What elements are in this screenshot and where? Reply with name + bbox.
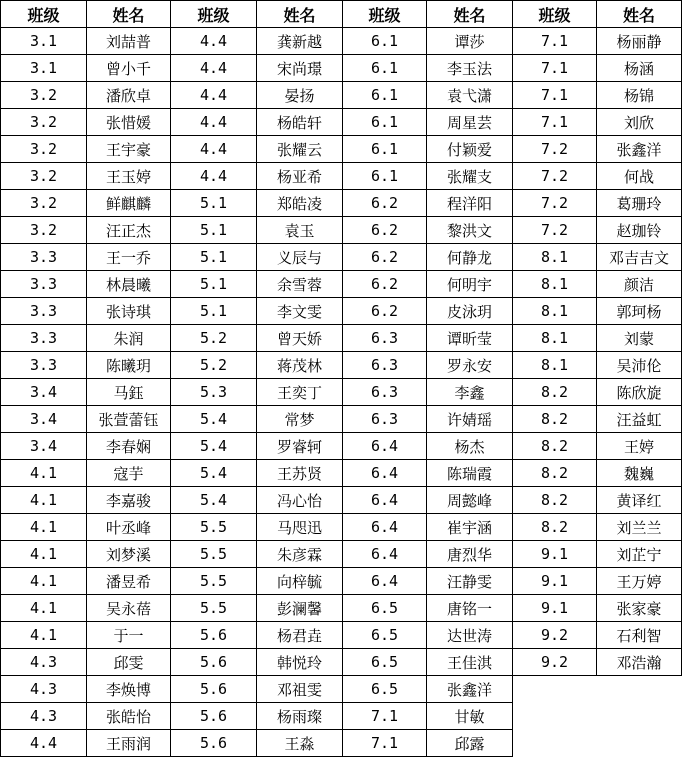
name-cell: 谭昕莹 (427, 325, 513, 352)
name-cell: 许婧瑶 (427, 406, 513, 433)
class-cell: 5.6 (171, 676, 257, 703)
class-cell: 3.4 (1, 406, 87, 433)
class-cell: 3.1 (1, 55, 87, 82)
name-cell: 刘芷宁 (597, 541, 682, 568)
class-cell: 4.4 (171, 28, 257, 55)
class-cell: 3.3 (1, 325, 87, 352)
class-cell: 5.6 (171, 622, 257, 649)
name-cell: 郭珂杨 (597, 298, 682, 325)
empty-cell (597, 703, 682, 730)
class-cell: 5.5 (171, 595, 257, 622)
class-cell: 3.4 (1, 379, 87, 406)
name-cell: 于一 (87, 622, 171, 649)
class-cell: 5.1 (171, 298, 257, 325)
class-cell: 5.4 (171, 433, 257, 460)
name-cell: 葛珊玲 (597, 190, 682, 217)
class-cell: 8.2 (513, 460, 597, 487)
empty-cell (513, 730, 597, 757)
name-cell: 邓祖雯 (257, 676, 343, 703)
class-cell: 3.2 (1, 136, 87, 163)
class-cell: 8.1 (513, 298, 597, 325)
name-cell: 张家豪 (597, 595, 682, 622)
name-cell: 李玉法 (427, 55, 513, 82)
name-cell: 何战 (597, 163, 682, 190)
class-cell: 6.4 (343, 460, 427, 487)
header-class: 班级 (513, 1, 597, 28)
table-row (1, 649, 682, 676)
name-cell: 罗睿轲 (257, 433, 343, 460)
table-row (1, 244, 682, 271)
name-cell: 鲜麒麟 (87, 190, 171, 217)
name-cell: 朱彦霖 (257, 541, 343, 568)
name-cell: 蒋茂林 (257, 352, 343, 379)
table-row (1, 55, 682, 82)
class-cell: 6.1 (343, 163, 427, 190)
name-cell: 甘敏 (427, 703, 513, 730)
class-cell: 4.1 (1, 595, 87, 622)
name-cell: 刘兰兰 (597, 514, 682, 541)
class-cell: 6.5 (343, 622, 427, 649)
name-cell: 李春娴 (87, 433, 171, 460)
table-row (1, 568, 682, 595)
class-cell: 9.1 (513, 568, 597, 595)
class-cell: 6.2 (343, 244, 427, 271)
class-cell: 3.4 (1, 433, 87, 460)
class-cell: 5.5 (171, 568, 257, 595)
class-cell: 6.2 (343, 190, 427, 217)
name-cell: 杨杰 (427, 433, 513, 460)
name-cell: 陈曦玥 (87, 352, 171, 379)
table-row (1, 325, 682, 352)
empty-cell (513, 676, 597, 703)
name-cell: 杨涵 (597, 55, 682, 82)
name-cell: 王苏贤 (257, 460, 343, 487)
name-cell: 彭澜馨 (257, 595, 343, 622)
class-cell: 7.2 (513, 163, 597, 190)
name-cell: 袁玉 (257, 217, 343, 244)
class-cell: 5.1 (171, 217, 257, 244)
class-cell: 9.2 (513, 649, 597, 676)
class-cell: 5.1 (171, 244, 257, 271)
name-cell: 崔宇涵 (427, 514, 513, 541)
table-row (1, 28, 682, 55)
name-cell: 朱润 (87, 325, 171, 352)
name-cell: 王雨润 (87, 730, 171, 757)
class-cell: 7.2 (513, 190, 597, 217)
header-class: 班级 (1, 1, 87, 28)
table-row (1, 271, 682, 298)
table-row (1, 406, 682, 433)
class-cell: 8.2 (513, 379, 597, 406)
class-cell: 6.1 (343, 55, 427, 82)
table-row (1, 109, 682, 136)
name-cell: 潘欣卓 (87, 82, 171, 109)
table-row (1, 352, 682, 379)
name-cell: 王万婷 (597, 568, 682, 595)
name-cell: 达世涛 (427, 622, 513, 649)
name-cell: 唐铭一 (427, 595, 513, 622)
class-cell: 5.5 (171, 541, 257, 568)
class-cell: 4.1 (1, 487, 87, 514)
class-cell: 7.1 (343, 703, 427, 730)
name-cell: 杨亚希 (257, 163, 343, 190)
name-cell: 晏扬 (257, 82, 343, 109)
class-cell: 5.4 (171, 460, 257, 487)
class-cell: 5.5 (171, 514, 257, 541)
class-cell: 4.1 (1, 460, 87, 487)
class-cell: 6.1 (343, 28, 427, 55)
name-cell: 林晨曦 (87, 271, 171, 298)
table-row (1, 514, 682, 541)
class-cell: 3.1 (1, 28, 87, 55)
name-cell: 龚新越 (257, 28, 343, 55)
class-cell: 8.1 (513, 271, 597, 298)
name-cell: 张鑫洋 (597, 136, 682, 163)
class-cell: 3.2 (1, 109, 87, 136)
name-cell: 张诗琪 (87, 298, 171, 325)
class-cell: 4.3 (1, 676, 87, 703)
class-cell: 4.4 (171, 109, 257, 136)
class-cell: 6.2 (343, 298, 427, 325)
name-cell: 周星芸 (427, 109, 513, 136)
name-cell: 汪静雯 (427, 568, 513, 595)
class-cell: 6.4 (343, 514, 427, 541)
name-cell: 陈欣旋 (597, 379, 682, 406)
class-cell: 7.1 (513, 82, 597, 109)
table-row (1, 433, 682, 460)
name-cell: 王淼 (257, 730, 343, 757)
class-cell: 6.1 (343, 109, 427, 136)
class-cell: 6.3 (343, 352, 427, 379)
class-cell: 6.2 (343, 217, 427, 244)
class-cell: 3.2 (1, 190, 87, 217)
table-row (1, 703, 682, 730)
name-cell: 潘昱希 (87, 568, 171, 595)
class-cell: 4.4 (171, 82, 257, 109)
name-cell: 汪益虹 (597, 406, 682, 433)
class-cell: 6.5 (343, 676, 427, 703)
name-cell: 王玉婷 (87, 163, 171, 190)
name-cell: 刘梦溪 (87, 541, 171, 568)
name-cell: 王一乔 (87, 244, 171, 271)
name-cell: 付颖爱 (427, 136, 513, 163)
class-cell: 6.5 (343, 649, 427, 676)
table-row (1, 676, 682, 703)
name-cell: 邱露 (427, 730, 513, 757)
class-cell: 4.1 (1, 622, 87, 649)
table-row (1, 190, 682, 217)
name-cell: 刘喆普 (87, 28, 171, 55)
class-cell: 3.2 (1, 82, 87, 109)
name-cell: 韩悦玲 (257, 649, 343, 676)
class-cell: 5.4 (171, 406, 257, 433)
class-cell: 3.3 (1, 352, 87, 379)
class-cell: 8.1 (513, 325, 597, 352)
class-cell: 7.1 (513, 55, 597, 82)
class-cell: 6.4 (343, 487, 427, 514)
name-cell: 程洋阳 (427, 190, 513, 217)
table-row (1, 217, 682, 244)
class-cell: 3.2 (1, 163, 87, 190)
table-row (1, 595, 682, 622)
name-cell: 袁弋潇 (427, 82, 513, 109)
table-row (1, 136, 682, 163)
name-cell: 杨皓轩 (257, 109, 343, 136)
name-cell: 李焕博 (87, 676, 171, 703)
name-cell: 宋尚璟 (257, 55, 343, 82)
name-cell: 吴沛伦 (597, 352, 682, 379)
class-cell: 7.1 (513, 109, 597, 136)
class-cell: 8.2 (513, 514, 597, 541)
header-name: 姓名 (257, 1, 343, 28)
name-cell: 刘欣 (597, 109, 682, 136)
header-row (1, 1, 682, 28)
class-cell: 4.4 (171, 136, 257, 163)
name-cell: 黄译红 (597, 487, 682, 514)
name-cell: 杨锦 (597, 82, 682, 109)
class-cell: 6.5 (343, 595, 427, 622)
name-cell: 陈瑞霞 (427, 460, 513, 487)
name-cell: 魏巍 (597, 460, 682, 487)
class-cell: 3.3 (1, 244, 87, 271)
name-cell: 常梦 (257, 406, 343, 433)
class-cell: 6.3 (343, 406, 427, 433)
class-cell: 6.1 (343, 82, 427, 109)
class-cell: 9.1 (513, 541, 597, 568)
name-cell: 杨君垚 (257, 622, 343, 649)
name-cell: 王奕丁 (257, 379, 343, 406)
name-cell: 何静龙 (427, 244, 513, 271)
name-cell: 谭莎 (427, 28, 513, 55)
class-cell: 7.2 (513, 136, 597, 163)
class-cell: 6.2 (343, 271, 427, 298)
header-name: 姓名 (87, 1, 171, 28)
class-cell: 7.2 (513, 217, 597, 244)
name-cell: 张皓怡 (87, 703, 171, 730)
name-cell: 张耀支 (427, 163, 513, 190)
class-cell: 4.1 (1, 514, 87, 541)
table-row (1, 487, 682, 514)
class-cell: 5.2 (171, 352, 257, 379)
header-name: 姓名 (427, 1, 513, 28)
name-cell: 张鑫洋 (427, 676, 513, 703)
class-cell: 5.1 (171, 190, 257, 217)
name-cell: 张惜媛 (87, 109, 171, 136)
name-cell: 黎洪文 (427, 217, 513, 244)
header-name: 姓名 (597, 1, 682, 28)
name-cell: 李嘉骏 (87, 487, 171, 514)
name-cell: 邓吉吉文 (597, 244, 682, 271)
name-cell: 叶丞峰 (87, 514, 171, 541)
name-cell: 颜洁 (597, 271, 682, 298)
name-cell: 王婷 (597, 433, 682, 460)
class-cell: 3.3 (1, 298, 87, 325)
class-cell: 8.1 (513, 352, 597, 379)
name-cell: 冯心怡 (257, 487, 343, 514)
class-cell: 7.1 (513, 28, 597, 55)
table-row (1, 730, 682, 757)
name-cell: 余雪蓉 (257, 271, 343, 298)
name-cell: 吴永蓓 (87, 595, 171, 622)
class-cell: 5.4 (171, 487, 257, 514)
name-cell: 刘蒙 (597, 325, 682, 352)
name-cell: 周懿峰 (427, 487, 513, 514)
class-cell: 5.2 (171, 325, 257, 352)
empty-cell (597, 676, 682, 703)
name-cell: 向梓毓 (257, 568, 343, 595)
class-cell: 7.1 (343, 730, 427, 757)
name-cell: 何明宇 (427, 271, 513, 298)
header-class: 班级 (171, 1, 257, 28)
class-cell: 8.2 (513, 433, 597, 460)
name-cell: 义辰与 (257, 244, 343, 271)
name-cell: 皮泳玥 (427, 298, 513, 325)
name-cell: 石利智 (597, 622, 682, 649)
class-cell: 9.2 (513, 622, 597, 649)
class-cell: 6.4 (343, 433, 427, 460)
class-cell: 8.2 (513, 406, 597, 433)
class-cell: 3.2 (1, 217, 87, 244)
name-cell: 马鈺 (87, 379, 171, 406)
class-cell: 4.4 (171, 55, 257, 82)
class-cell: 6.3 (343, 379, 427, 406)
class-cell: 5.6 (171, 730, 257, 757)
name-cell: 杨雨璨 (257, 703, 343, 730)
class-cell: 9.1 (513, 595, 597, 622)
class-cell: 5.3 (171, 379, 257, 406)
class-cell: 3.3 (1, 271, 87, 298)
table-row (1, 622, 682, 649)
name-cell: 罗永安 (427, 352, 513, 379)
table-row (1, 460, 682, 487)
class-cell: 4.3 (1, 703, 87, 730)
class-cell: 6.3 (343, 325, 427, 352)
table-row (1, 298, 682, 325)
table-row (1, 82, 682, 109)
name-cell: 曾天娇 (257, 325, 343, 352)
class-cell: 4.1 (1, 568, 87, 595)
class-cell: 4.4 (171, 163, 257, 190)
class-cell: 5.1 (171, 271, 257, 298)
class-cell: 6.4 (343, 568, 427, 595)
table-row (1, 379, 682, 406)
name-cell: 李鑫 (427, 379, 513, 406)
name-cell: 李文雯 (257, 298, 343, 325)
name-cell: 曾小千 (87, 55, 171, 82)
class-cell: 8.2 (513, 487, 597, 514)
name-cell: 唐烈华 (427, 541, 513, 568)
empty-cell (513, 703, 597, 730)
name-cell: 郑皓凌 (257, 190, 343, 217)
name-cell: 汪正杰 (87, 217, 171, 244)
class-cell: 4.4 (1, 730, 87, 757)
name-cell: 马咫迅 (257, 514, 343, 541)
name-cell: 张耀云 (257, 136, 343, 163)
class-cell: 5.6 (171, 649, 257, 676)
table-row (1, 163, 682, 190)
class-cell: 4.3 (1, 649, 87, 676)
name-cell: 杨丽静 (597, 28, 682, 55)
name-cell: 张萱蕾钰 (87, 406, 171, 433)
name-cell: 寇芋 (87, 460, 171, 487)
class-cell: 5.6 (171, 703, 257, 730)
name-cell: 邓浩瀚 (597, 649, 682, 676)
class-cell: 8.1 (513, 244, 597, 271)
class-cell: 6.1 (343, 136, 427, 163)
name-cell: 邱雯 (87, 649, 171, 676)
name-cell: 王佳淇 (427, 649, 513, 676)
name-cell: 赵珈铃 (597, 217, 682, 244)
name-cell: 王宇豪 (87, 136, 171, 163)
class-cell: 6.4 (343, 541, 427, 568)
class-cell: 4.1 (1, 541, 87, 568)
header-class: 班级 (343, 1, 427, 28)
table-row (1, 541, 682, 568)
empty-cell (597, 730, 682, 757)
